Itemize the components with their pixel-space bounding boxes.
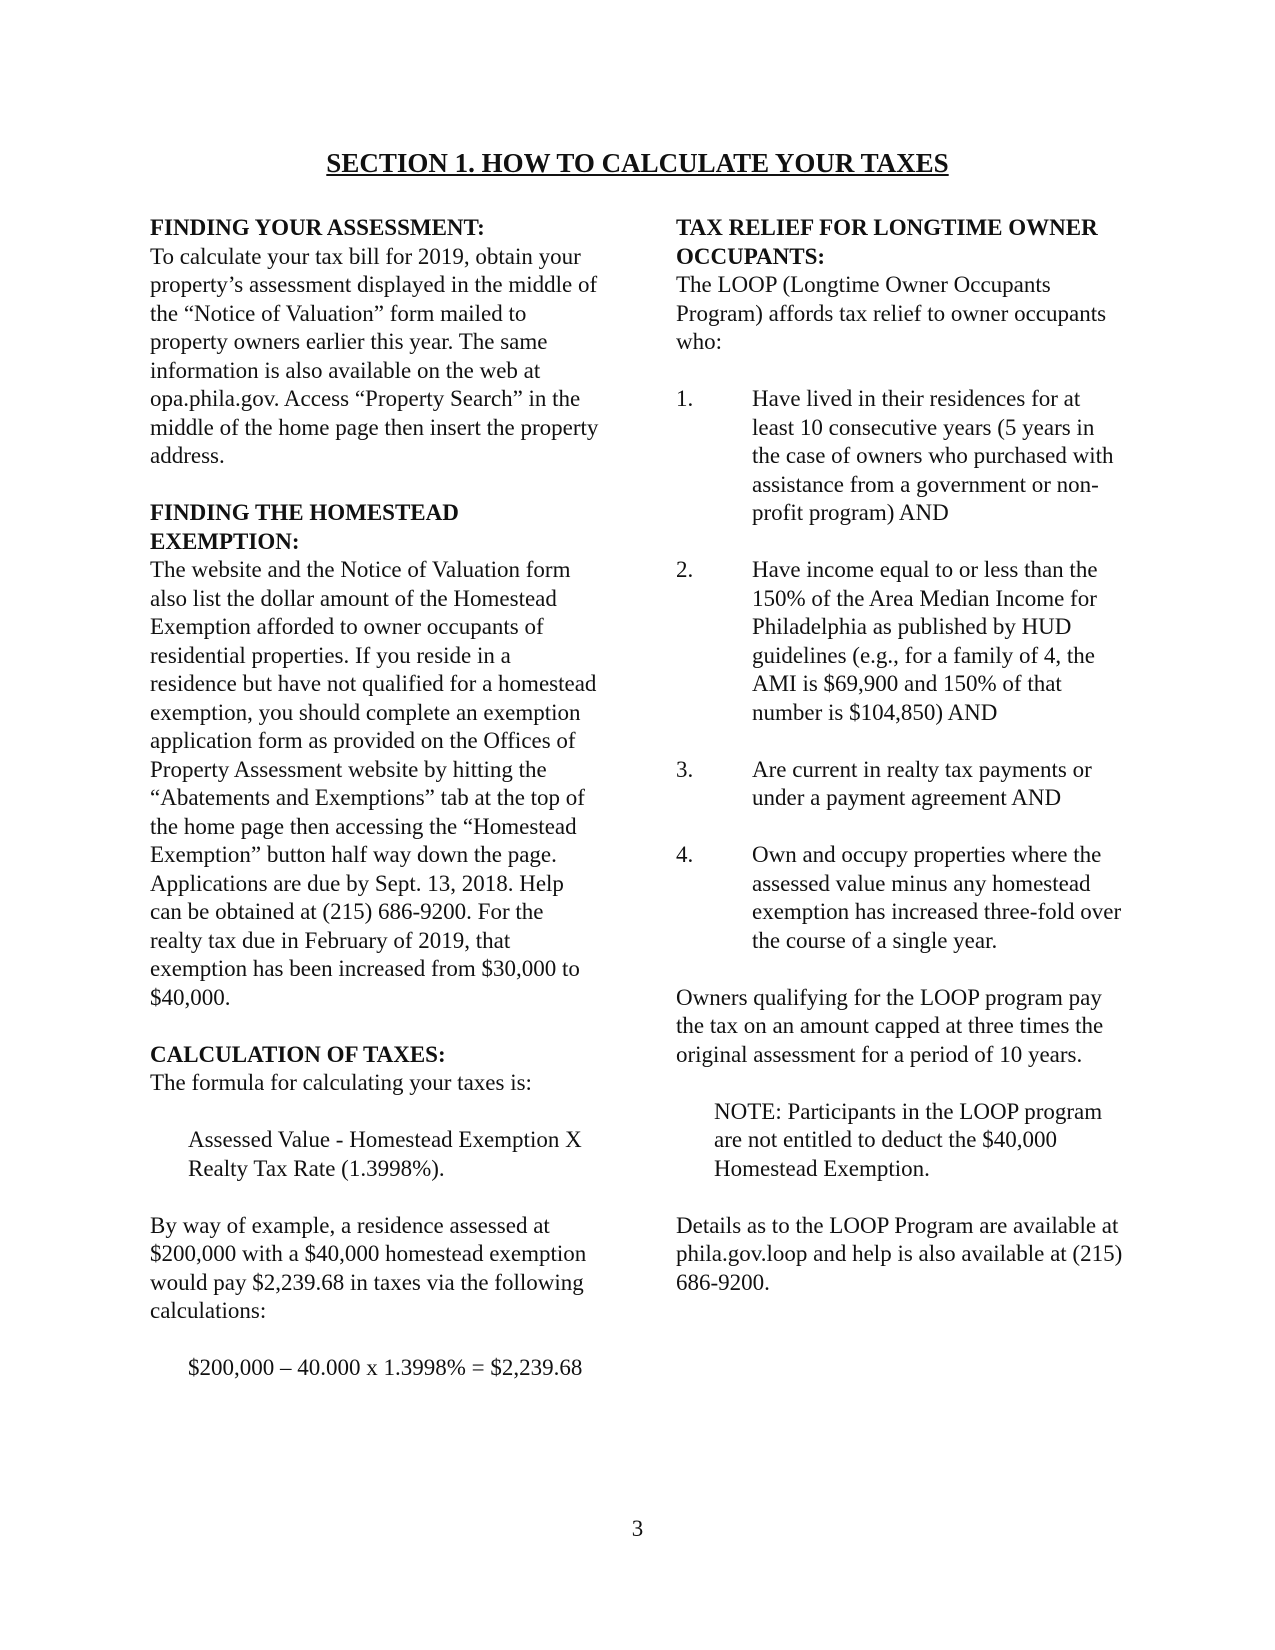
loop-note: NOTE: Participants in the LOOP program are not entitled to deduct the $40,000 Homestead Exemption.: [714, 1098, 1103, 1181]
list-item-number: 3.: [676, 756, 694, 782]
page-number: 3: [631, 1516, 644, 1541]
list-item-number: 2.: [676, 557, 694, 582]
list-item: [676, 756, 1126, 813]
list-item-text: Own and occupy properties where the assessed value minus any homestead exemption has increased three-fold over the course of a single year.: [752, 842, 1122, 953]
right-column: [676, 214, 1126, 1297]
list-item-text: Have income equal to or less than the 150% of the Area Median Income for Philadelphia as published by HUD guidelines (e.g., for a family of 4, the AMI is $69,900 and 150% of that number is $104,850) AND: [752, 557, 1098, 725]
list-item-number: 4.: [676, 842, 694, 867]
homestead-body: The website and the Notice of Valuation form also list the dollar amount of the Homestead Exemption afforded to owner occupants of residential properties. If you reside in a residence but have not qualified for a homestead exemption, you should complete an exemption application form as provided on the Offices of Property Assessment website by hitting the “Abatements and Exemptions” tab at the top of the home page then accessing the “Homestead Exemption” button half way down the page. Applications are due by Sept. 13, 2018. Help can be obtained at (215) 686-9200. For the realty tax due in February of 2019, that exemption has been increased from $30,000 to $40,000.: [150, 557, 597, 1010]
homestead-heading: FINDING THE HOMESTEAD EXEMPTION:: [150, 500, 459, 554]
example-calculation: $200,000 – 40.000 x 1.3998% = $2,239.68: [188, 1355, 583, 1380]
loop-qualifying-text: Owners qualifying for the LOOP program pay the tax on an amount capped at three times the original assessment for a period of 10 years.: [676, 984, 1104, 1067]
list-item: [676, 385, 1126, 528]
page-title: SECTION 1. HOW TO CALCULATE YOUR TAXES: [326, 148, 949, 178]
loop-heading: TAX RELIEF FOR LONGTIME OWNER OCCUPANTS:: [676, 215, 1098, 269]
list-item-text: Have lived in their residences for at least 10 consecutive years (5 years in the case of owners who purchased with assistance from a government or non-profit program) AND: [752, 386, 1114, 525]
loop-intro: The LOOP (Longtime Owner Occupants Program) affords tax relief to owner occupants who:: [676, 272, 1107, 354]
calculation-example: By way of example, a residence assessed at $200,000 with a $40,000 homestead exemption would pay $2,239.68 in taxes via the following calculations:: [150, 1212, 587, 1323]
loop-details: Details as to the LOOP Program are available at phila.gov.loop and help is also available at (215) 686-9200.: [676, 1212, 1123, 1295]
assessment-body: To calculate your tax bill for 2019, obtain your property’s assessment displayed in the middle of the “Notice of Valuation” form mailed to property owners earlier this year. The same information is also available on the web at opa.phila.gov. Access “Property Search” in the middle of the home page then insert the property address.: [150, 243, 599, 468]
tax-formula: Assessed Value - Homestead Exemption X Realty Tax Rate (1.3998%).: [188, 1127, 582, 1181]
calculation-heading: CALCULATION OF TAXES:: [150, 1041, 446, 1067]
left-column: [150, 214, 600, 1383]
list-item-number: 1.: [676, 386, 694, 411]
list-item: [676, 841, 1126, 955]
calculation-intro: The formula for calculating your taxes is:: [150, 1070, 532, 1095]
list-item: [676, 556, 1126, 727]
assessment-heading: FINDING YOUR ASSESSMENT:: [150, 215, 485, 240]
list-item-text: Are current in realty tax payments or under a payment agreement AND: [752, 756, 1092, 810]
